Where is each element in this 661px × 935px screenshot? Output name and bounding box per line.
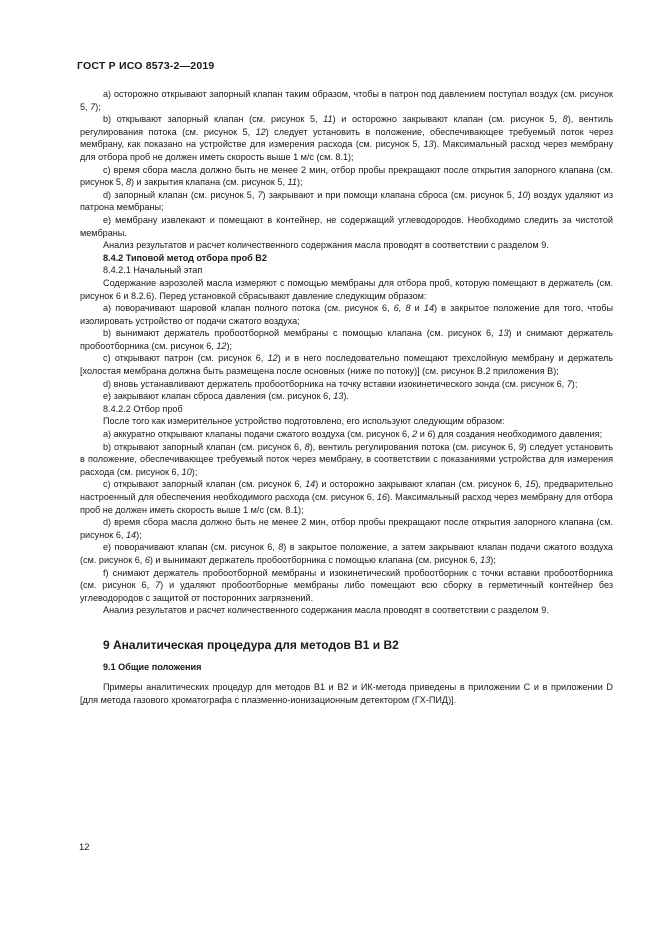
paragraph: 8.4.2.1 Начальный этап (103, 265, 203, 276)
paragraph: f) снимают держатель пробоотборной мембраны и изокинетический пробоотборник с точки вставки пробоотборника (см. рисунок 6, 7) и удаляют пробоотборные мембраны либо помещают всю сборку в герметичный контейнер без углеводородов с защитой от посторонних загрязнений. (80, 567, 614, 603)
paragraph: а) осторожно открывают запорный клапан таким образом, чтобы в патрон под давлением поступал воздух (см. рисунок 5, 7); (80, 89, 613, 112)
paragraph: c) открывают патрон (см. рисунок 6, 12) и в него последовательно помещают трехслойную мембрану и держатель [холостая мембрана должна быть размещена после основных (ниже по потоку)] (см. рисунок В.2 приложения В); (80, 353, 613, 377)
paragraph: После того как измерительное устройство подготовлено, его используют следующим образом: (103, 416, 505, 427)
paragraph: Анализ результатов и расчет количественного содержания масла проводят в соответствии с разделом 9. (103, 240, 549, 251)
paragraph: e) мембрану извлекают и помещают в контейнер, не содержащий углеводородов. Необходимо следить за чистотой мембраны. (80, 214, 613, 238)
paragraph: b) открывают запорный клапан (см. рисунок 6, 8), вентиль регулирования потока (см. рисунок 6, 9) следует установить в положение, обеспечивающее требуемый поток через мембрану, в соответствии с показаниями устройства для измерения расхода (см. рисунок 6, 10); (80, 441, 614, 477)
paragraph: c) время сбора масла должно быть не менее 2 мин, отбор пробы прекращают после открытия запорного клапана (см. рисунок 5, 8) и закрытия клапана (см. рисунок 5, 11); (80, 164, 613, 188)
section-title: 9 Аналитическая процедура для методов B1 и B2 (103, 637, 399, 652)
paragraph: e) закрывают клапан сброса давления (см. рисунок 6, 13). (103, 391, 349, 402)
paragraph-list (80, 88, 613, 617)
paragraph: c) открывают запорный клапан (см. рисунок 6, 14) и осторожно закрывают клапан (см. рисунок 6, 15), предварительно настроенный для обеспечения необходимого расхода (см. рисунок 6, 16). Максимальный расход через мембрану для отбора проб не должен иметь скорость выше 1 м/с (см. 8.1); (80, 479, 613, 515)
paragraph: d) вновь устанавливают держатель пробоотборника на точку вставки изокинетического зонда (см. рисунок 6, 7); (103, 378, 578, 389)
paragraph: e) поворачивают клапан (см. рисунок 6, 8) в закрытое положение, а затем закрывают клапан подачи сжатого воздуха (см. рисунок 6, 6) и вынимают держатель пробоотборника с помощью клапана (см. рисунок 6, 13); (80, 542, 613, 565)
document-header: ГОСТ Р ИСО 8573-2—2019 (77, 60, 215, 72)
paragraph: 8.4.2.2 Отбор проб (103, 403, 183, 414)
paragraph: а) аккуратно открывают клапаны подачи сжатого воздуха (см. рисунок 6, 2 и 6) для создания необходимого давления; (103, 429, 603, 440)
page-number: 12 (79, 842, 90, 853)
document-body (80, 88, 613, 706)
paragraph: Содержание аэрозолей масла измеряют с помощью мембраны для отбора проб, которую помещают в держатель (см. рисунок 6 и 8.2.6). Перед установкой сбрасывают давление следующим образом: (80, 277, 613, 301)
paragraph: b) открывают запорный клапан (см. рисунок 5, 11) и осторожно закрывают клапан (см. рисунок 5, 8), вентиль регулирования потока (см. рисунок 5, 12) следует установить в положение, обеспечивающее требуемый поток через мембрану, как показано на устройстве для измерения расхода (см. рисунок 5, 13). Максимальный расход через мембрану для отбора проб не должен иметь скорость выше 1 м/с (см. 8.1); (80, 114, 613, 162)
paragraph: Анализ результатов и расчет количественного содержания масла проводят в соответствии с разделом 9. (103, 605, 549, 616)
subsection-title: 9.1 Общие положения (103, 661, 202, 672)
closing-paragraph: Примеры аналитических процедур для методов B1 и B2 и ИК-метода приведены в приложении С и в приложении D [для метода газового хроматографа с плазменно-ионизационным детектором (ГХ-ПИД)]. (80, 682, 613, 705)
paragraph: d) время сбора масла должно быть не менее 2 мин, отбор пробы прекращают после открытия запорного клапана (см. рисунок 6, 14); (80, 517, 613, 540)
subsection-heading: 8.4.2 Типовой метод отбора проб B2 (103, 252, 267, 263)
paragraph: b) вынимают держатель пробоотборной мембраны с помощью клапана (см. рисунок 6, 13) и снимают держатель пробоотборника (см. рисунок 6, 12); (80, 328, 613, 351)
paragraph: d) запорный клапан (см. рисунок 5, 7) закрывают и при помощи клапана сброса (см. рисунок 5, 10) воздух удаляют из патрона мембраны; (80, 189, 613, 213)
paragraph: а) поворачивают шаровой клапан полного потока (см. рисунок 6, 6, 8 и 14) в закрытое положение для того, чтобы изолировать устройство от подачи сжатого воздуха; (80, 303, 614, 326)
